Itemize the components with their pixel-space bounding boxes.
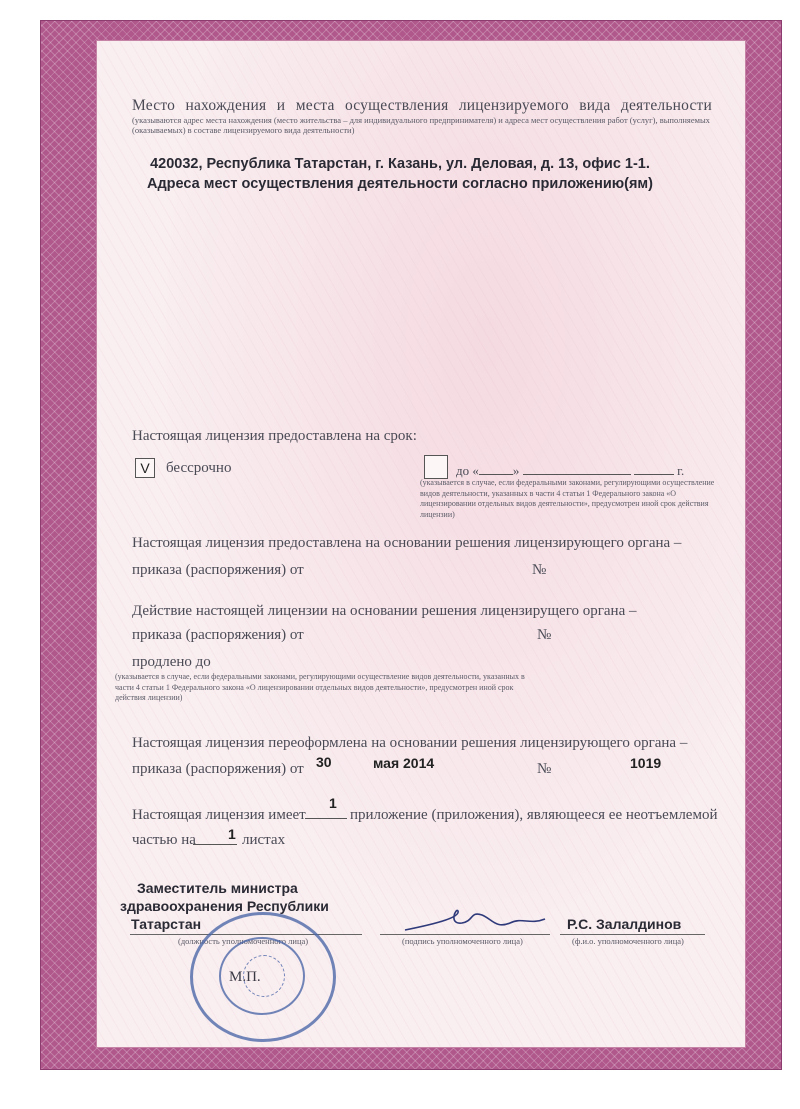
signer-position-line2: здравоохранения Республики (120, 898, 329, 914)
term-until-day (479, 462, 513, 475)
term-until-year (634, 462, 674, 475)
term-until-month (523, 462, 631, 475)
signer-name: Р.С. Залалдинов (567, 916, 682, 932)
term-until-mid: » (512, 463, 520, 478)
term-until-checkbox[interactable] (424, 455, 448, 479)
basis-line2: приказа (распоряжения) от (132, 562, 304, 578)
extension-number-label: № (537, 627, 552, 643)
signature-line (380, 934, 550, 935)
location-heading: Место нахождения и места осуществления лицензируемого вида деятельности (132, 97, 712, 114)
signer-position-line1: Заместитель министра (137, 880, 298, 896)
reissue-month-year: мая 2014 (373, 755, 435, 771)
signature-caption: (подпись уполномоченного лица) (402, 936, 523, 946)
signature-scribble (400, 905, 550, 935)
basis-line1: Настоящая лицензия предоставлена на основании решения лицензирующего органа – (132, 535, 682, 551)
extension-note: (указывается в случае, если федеральными законами, регулирующими осуществление видов деятельности, указанных в части 4 статьи 1 Федерального закона «О лицензировании отдельных видов деятельности», предусмотрен иной срок действия лицензии) (115, 672, 525, 702)
reissue-number: 1019 (630, 755, 662, 771)
appendix-text4: листах (242, 832, 286, 848)
extension-line2: приказа (распоряжения) от (132, 627, 304, 643)
signer-position-line3: Татарстан (131, 916, 202, 932)
name-line (560, 934, 705, 935)
address-line: 420032, Республика Татарстан, г. Казань, ул. Деловая, д. 13, офис 1-1. (150, 156, 650, 172)
appendix-text1: Настоящая лицензия имеет (132, 807, 306, 823)
official-seal (190, 912, 336, 1042)
appendix-sheets: 1 (228, 826, 236, 842)
reissue-number-label: № (537, 761, 552, 777)
term-until-field (456, 462, 684, 479)
reissue-day: 30 (316, 754, 332, 770)
appendix-sheets-underline (193, 844, 237, 845)
term-label: Настоящая лицензия предоставлена на срок: (132, 428, 417, 444)
term-until-prefix: до « (456, 463, 479, 478)
term-until-suffix: г. (677, 463, 685, 478)
reissue-line1: Настоящая лицензия переоформлена на основании решения лицензирующего органа – (132, 735, 688, 751)
unlimited-checkbox[interactable]: V (135, 458, 155, 478)
position-caption: (должность уполномоченного лица) (178, 936, 309, 946)
basis-number-label: № (532, 562, 547, 578)
term-until-note: (указывается в случае, если федеральными законами, регулирующими осуществление видов деятельности, указанных в части 4 статьи 1 Федерального закона «О лицензировании отдельных видов деятельности», предусмотрен иной срок действия лицензии) (420, 478, 715, 519)
unlimited-label: бессрочно (166, 460, 232, 476)
appendix-text3: частью на (132, 832, 196, 848)
reissue-line2: приказа (распоряжения) от (132, 761, 304, 777)
appendix-text2: приложение (приложения), являющееся ее неотъемлемой (350, 807, 718, 823)
appendix-count: 1 (329, 795, 337, 811)
address-appendix-line: Адреса мест осуществления деятельности согласно приложению(ям) (147, 176, 653, 192)
extended-until-label: продлено до (132, 654, 211, 670)
name-caption: (ф.и.о. уполномоченного лица) (572, 936, 684, 946)
appendix-count-underline (305, 818, 347, 819)
location-heading-note: (указываются адрес места нахождения (место жительства – для индивидуального предпринимателя) и адреса мест осуществления работ (услуг), выполняемых (оказываемых) в составе лицензируемого вида деятельности) (132, 115, 710, 135)
seal-mark: М.П. (229, 969, 261, 985)
extension-line1: Действие настоящей лицензии на основании решения лицензирущего органа – (132, 603, 637, 619)
